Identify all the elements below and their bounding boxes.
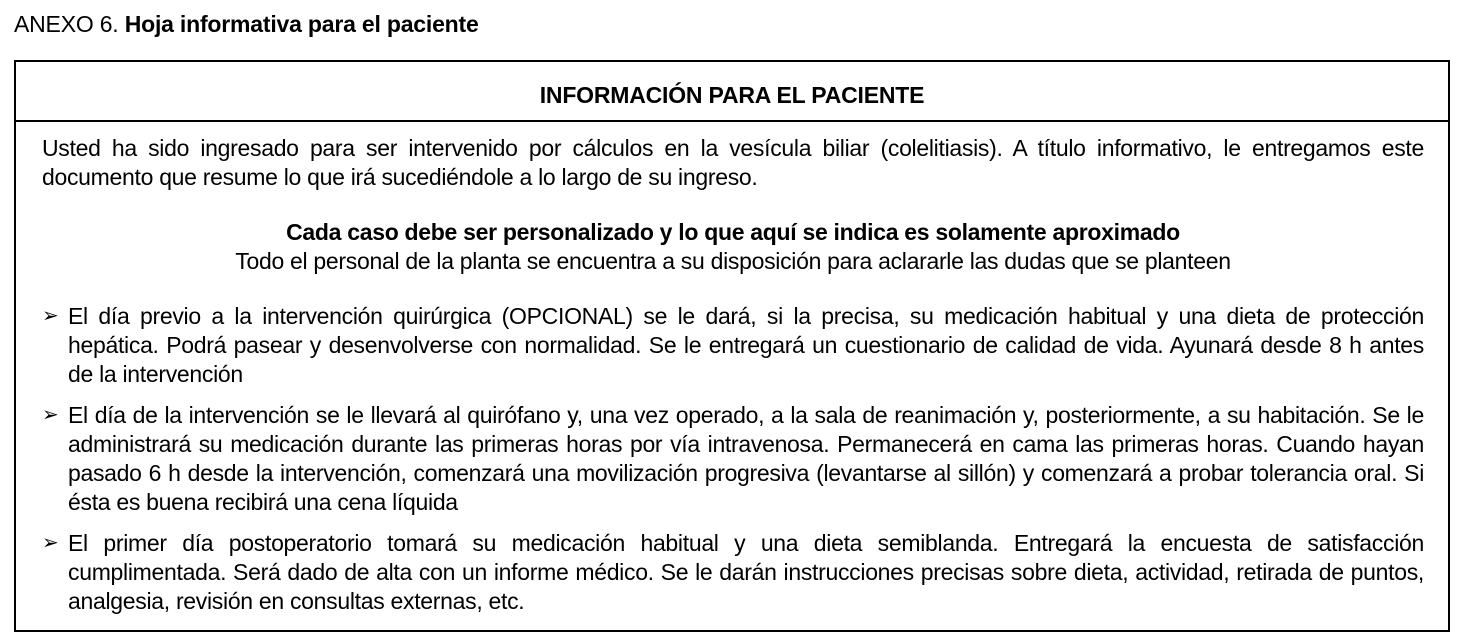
arrow-bullet-icon: ➢ — [42, 305, 59, 327]
box-body — [16, 122, 1448, 616]
list-item-first-postop-day — [42, 529, 1424, 616]
list-item-text: El día previo a la intervención quirúrgica (OPCIONAL) se le dará, si la precisa, su medicación habitual y una dieta de protección hepática. Podrá pasear y desenvolverse con normalidad. Se le entregará un cuestionario de calidad de vida. Ayunará desde 8 h antes de la intervención — [68, 303, 1424, 387]
arrow-bullet-icon: ➢ — [42, 404, 59, 426]
list-item-day-before — [42, 302, 1424, 389]
notice-regular-line: Todo el personal de la planta se encuentra a su disposición para aclararle las dudas que se planteen — [235, 248, 1231, 274]
intro-paragraph: Usted ha sido ingresado para ser intervenido por cálculos en la vesícula biliar (colelitiasis). A título informativo, le entregamos este documento que resume lo que irá sucediéndole a lo largo de su ingreso. — [42, 135, 1424, 190]
annex-title: Hoja informativa para el paciente — [124, 11, 479, 37]
notice-bold-line: Cada caso debe ser personalizado y lo que aquí se indica es solamente aproximado — [286, 219, 1180, 245]
notice — [42, 218, 1424, 276]
list-item-text: El día de la intervención se le llevará al quirófano y, una vez operado, a la sala de reanimación y, posteriormente, a su habitación. Se le administrará su medicación durante las primeras horas por vía intravenosa. Permanecerá en cama las primeras horas. Cuando hayan pasado 6 h desde la intervención, comenzará una movilización progresiva (levantarse al sillón) y comenzará a probar tolerancia oral. Si ésta es buena recibirá una cena líquida — [68, 402, 1424, 515]
annex-caption — [14, 8, 479, 40]
patient-info-box — [14, 60, 1450, 632]
schedule-list — [42, 302, 1424, 616]
list-item-text: El primer día postoperatorio tomará su medicación habitual y una dieta semiblanda. Entregará la encuesta de satisfacción cumplimentada. Será dado de alta con un informe médico. Se le darán instrucciones precisas sobre dieta, actividad, retirada de puntos, analgesia, revisión en consultas externas, etc. — [68, 530, 1424, 614]
annex-number: ANEXO 6. — [14, 11, 119, 37]
box-header: INFORMACIÓN PARA EL PACIENTE — [16, 62, 1448, 122]
list-item-surgery-day — [42, 401, 1424, 517]
arrow-bullet-icon: ➢ — [42, 532, 59, 554]
